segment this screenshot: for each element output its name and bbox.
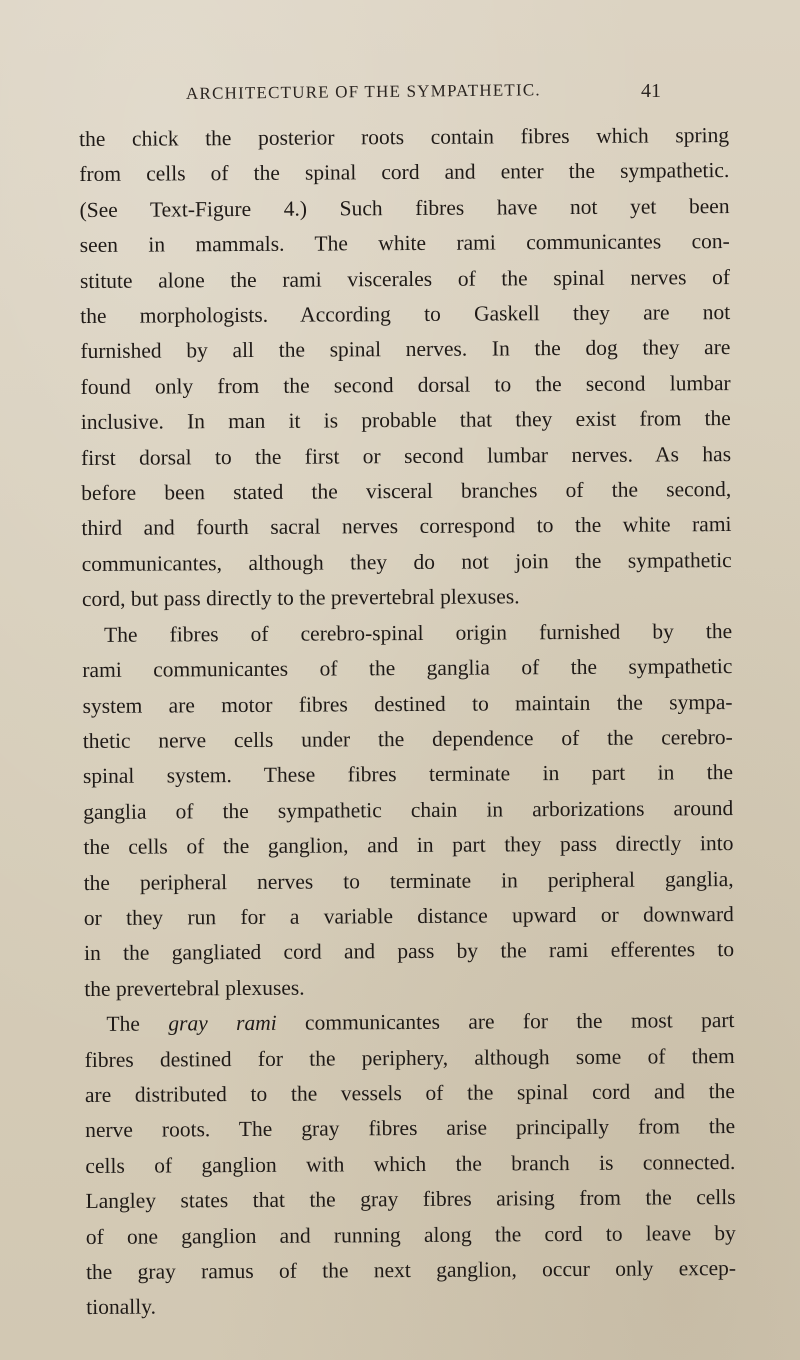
- text-line: spinal system. These fibres terminate in part in the: [82, 760, 734, 789]
- text-line: seen in mammals. The white rami communicantes con-: [79, 229, 730, 258]
- text-line: first dorsal to the first or second lumbar nerves. As has: [80, 441, 732, 470]
- text-line: the morphologists. According to Gaskell they are not: [80, 300, 731, 329]
- text-line: or they run for a variable distance upward or downward: [83, 901, 734, 930]
- text-line: fibres destined for the periphery, although some of them: [84, 1043, 735, 1072]
- text-line: of one ganglion and running along the cord to leave by: [85, 1220, 736, 1249]
- text-line: rami communicantes of the ganglia of the sympathetic: [82, 654, 733, 683]
- body-text: [79, 118, 736, 1326]
- text-line: inclusive. In man it is probable that they exist from the: [80, 406, 731, 435]
- page-number: 41: [641, 80, 661, 102]
- text-line: [84, 1003, 734, 1042]
- text-line: third and fourth sacral nerves correspond to the white rami: [81, 512, 732, 541]
- text-line: the cells of the ganglion, and in part they pass directly into: [83, 831, 734, 860]
- text-line: The fibres of cerebro-spinal origin furnished by the: [104, 618, 733, 647]
- text-line: communicantes, although they do not join the sympathetic: [81, 547, 732, 576]
- text-line: Langley states that the gray fibres arising from the cells: [85, 1185, 736, 1214]
- text-line: found only from the second dorsal to the second lumbar: [80, 370, 731, 399]
- text-line: before been stated the visceral branches of the second,: [81, 477, 732, 506]
- text-line: system are motor fibres destined to maintain the sympa-: [82, 689, 733, 718]
- text-line: from cells of the spinal cord and enter the sympathetic.: [79, 158, 730, 187]
- text-line: cells of ganglion with which the branch is connected.: [85, 1149, 736, 1178]
- text-line: nerve roots. The gray fibres arise principally from the: [85, 1114, 736, 1143]
- text-line: the prevertebral plexuses.: [84, 975, 305, 1001]
- text-line: in the gangliated cord and pass by the rami efferentes to: [84, 937, 735, 966]
- text-line: (See Text-Figure 4.) Such fibres have not yet been: [79, 193, 730, 222]
- text-line: stitute alone the rami viscerales of the spinal nerves of: [79, 264, 731, 293]
- text-line: furnished by all the spinal nerves. In the dog they are: [80, 335, 731, 364]
- italic-term: gray rami: [168, 1010, 277, 1036]
- text-run: communicantes are for the most part: [276, 1008, 735, 1035]
- text-run: The: [106, 1011, 169, 1037]
- text-line: the chick the posterior roots contain fibres which spring: [79, 123, 730, 151]
- text-line: thetic nerve cells under the dependence of the cerebro-: [82, 724, 733, 753]
- text-line: tionally.: [86, 1294, 156, 1320]
- running-head: ARCHITECTURE OF THE SYMPATHETIC.: [185, 80, 541, 103]
- text-line: ganglia of the sympathetic chain in arborizations around: [83, 795, 734, 824]
- text-line: the peripheral nerves to terminate in peripheral ganglia,: [83, 866, 734, 895]
- text-line: are distributed to the vessels of the spinal cord and the: [84, 1078, 736, 1107]
- text-line: cord, but pass directly to the prevertebral plexuses.: [81, 584, 520, 612]
- text-line: the gray ramus of the next ganglion, occur only excep-: [85, 1256, 737, 1284]
